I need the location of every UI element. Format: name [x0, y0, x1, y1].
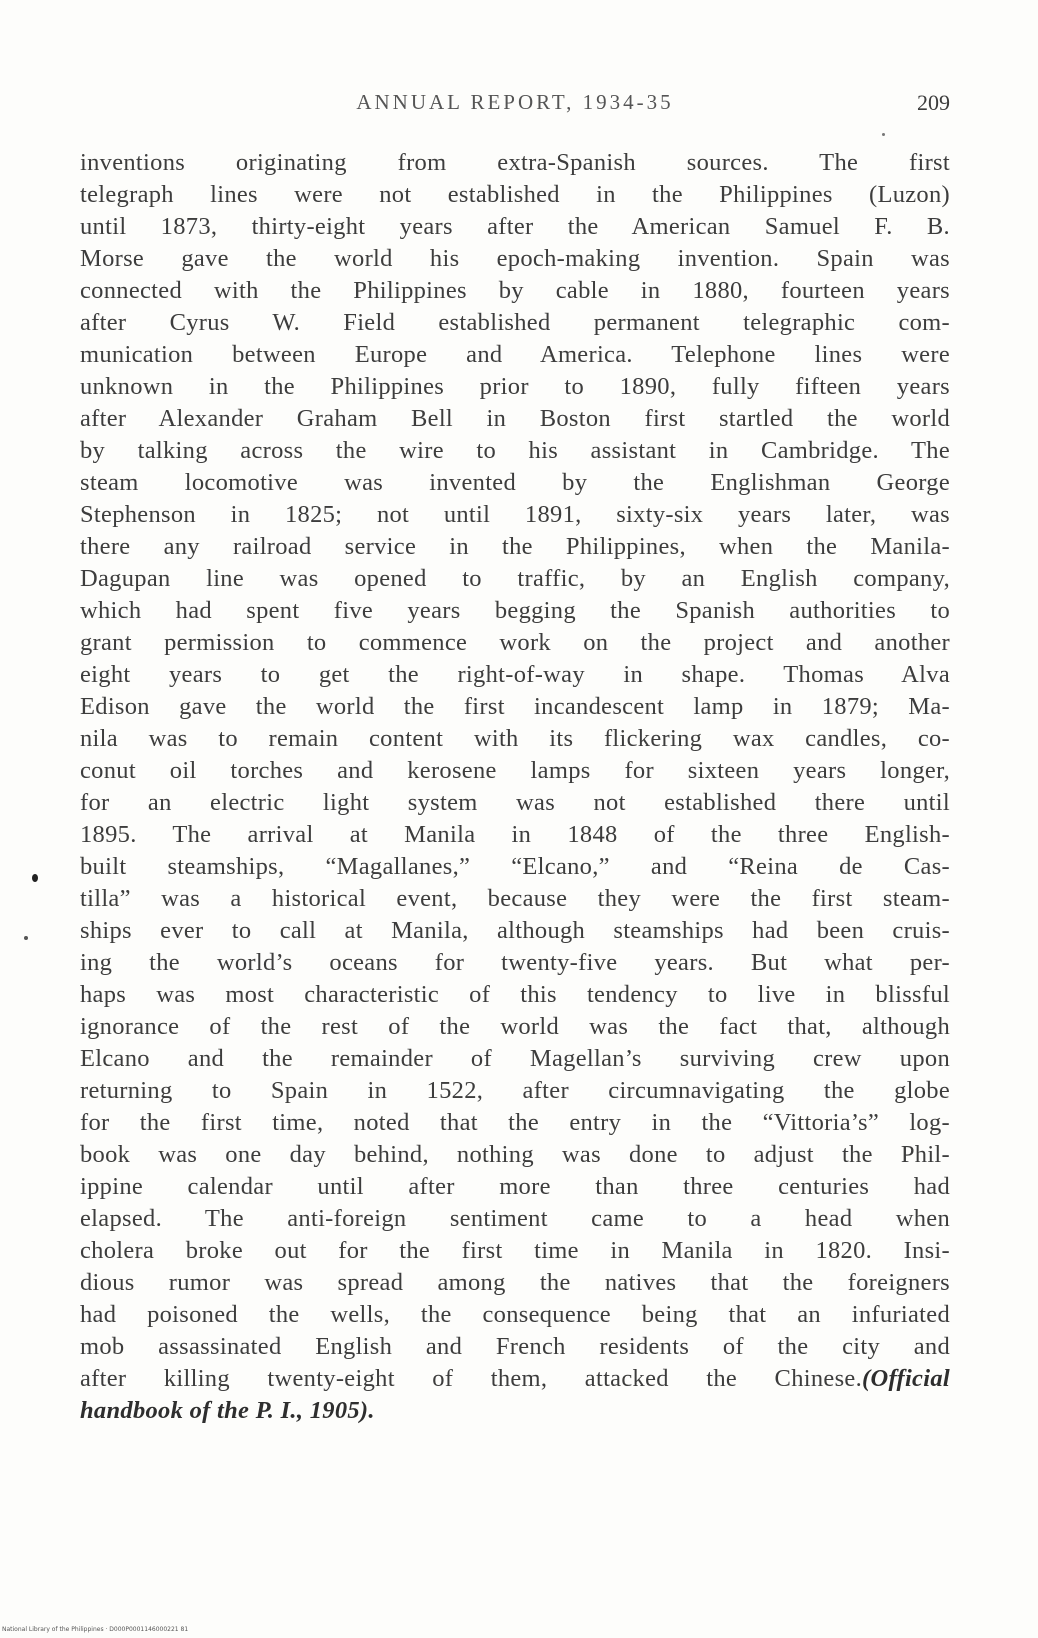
text-line: after Cyrus W. Field established permanent telegraphic com-	[80, 309, 950, 336]
text-line: for an electric light system was not established there until	[80, 789, 950, 816]
text-line: dious rumor was spread among the natives that the foreigners	[80, 1269, 950, 1296]
text-line: conut oil torches and kerosene lamps for sixteen years longer,	[80, 757, 950, 784]
text-line: Morse gave the world his epoch-making invention. Spain was	[80, 245, 950, 272]
text-line: Dagupan line was opened to traffic, by an English company,	[80, 565, 950, 592]
citation-italic-source: handbook of the P. I.,	[80, 1397, 304, 1424]
text-line: eight years to get the right-of-way in shape. Thomas Alva	[80, 661, 950, 688]
text-line: unknown in the Philippines prior to 1890, fully fifteen years	[80, 373, 950, 400]
text-line: nila was to remain content with its flickering wax candles, co-	[80, 725, 950, 752]
text-line: ippine calendar until after more than three centuries had	[80, 1173, 950, 1200]
text-line: 1895. The arrival at Manila in 1848 of the three English-	[80, 821, 950, 848]
text-line: ing the world’s oceans for twenty-five years. But what per-	[80, 949, 950, 976]
text-line: built steamships, “Magallanes,” “Elcano,” and “Reina de Cas-	[80, 853, 950, 880]
citation-year: 1905).	[303, 1397, 375, 1424]
text-line: Elcano and the remainder of Magellan’s surviving crew upon	[80, 1045, 950, 1072]
text-line: munication between Europe and America. Telephone lines were	[80, 341, 950, 368]
text-line: ships ever to call at Manila, although steamships had been cruis-	[80, 917, 950, 944]
text-line: returning to Spain in 1522, after circumnavigating the globe	[80, 1077, 950, 1104]
text-line: tilla” was a historical event, because they were the first steam-	[80, 885, 950, 912]
margin-dot-mark	[882, 133, 885, 136]
citation-italic-title: Official	[870, 1365, 950, 1392]
text-line: inventions originating from extra-Spanish sources. The first	[80, 149, 950, 176]
page-number: 209	[917, 90, 950, 115]
text-line: which had spent five years begging the Spanish authorities to	[80, 597, 950, 624]
text-line: had poisoned the wells, the consequence being that an infuriated	[80, 1301, 950, 1328]
text-line: ignorance of the rest of the world was the fact that, although	[80, 1013, 950, 1040]
text-line: after Alexander Graham Bell in Boston first startled the world	[80, 405, 950, 432]
archive-footer-stamp: National Library of the Philippines · D000P0001146000221 81	[2, 1626, 189, 1633]
text-line: telegraph lines were not established in the Philippines (Luzon)	[80, 181, 950, 208]
text-line-with-citation	[80, 1363, 950, 1395]
text-line: for the first time, noted that the entry in the “Vittoria’s” log-	[80, 1109, 950, 1136]
text-line-segment: after killing twenty-eight of them, attacked the Chinese.	[80, 1365, 863, 1392]
text-line: cholera broke out for the first time in Manila in 1820. Insi-	[80, 1237, 950, 1264]
text-line: book was one day behind, nothing was done to adjust the Phil-	[80, 1141, 950, 1168]
text-line: steam locomotive was invented by the Englishman George	[80, 469, 950, 496]
citation-open: (	[862, 1365, 871, 1392]
running-title: ANNUAL REPORT, 1934-35	[356, 90, 674, 114]
margin-dot-mark	[32, 874, 38, 882]
text-line: Edison gave the world the first incandescent lamp in 1879; Ma-	[80, 693, 950, 720]
margin-dot-mark	[24, 936, 28, 940]
text-line: connected with the Philippines by cable in 1880, fourteen years	[80, 277, 950, 304]
text-line: there any railroad service in the Philippines, when the Manila-	[80, 533, 950, 560]
running-head	[80, 90, 950, 120]
body-paragraph	[80, 147, 950, 1427]
text-line: until 1873, thirty-eight years after the American Samuel F. B.	[80, 213, 950, 240]
text-line: haps was most characteristic of this tendency to live in blissful	[80, 981, 950, 1008]
text-line: by talking across the wire to his assistant in Cambridge. The	[80, 437, 950, 464]
text-line: mob assassinated English and French residents of the city and	[80, 1333, 950, 1360]
text-line: elapsed. The anti-foreign sentiment came to a head when	[80, 1205, 950, 1232]
text-line: grant permission to commence work on the project and another	[80, 629, 950, 656]
citation-line	[80, 1395, 950, 1427]
text-line: Stephenson in 1825; not until 1891, sixty-six years later, was	[80, 501, 950, 528]
